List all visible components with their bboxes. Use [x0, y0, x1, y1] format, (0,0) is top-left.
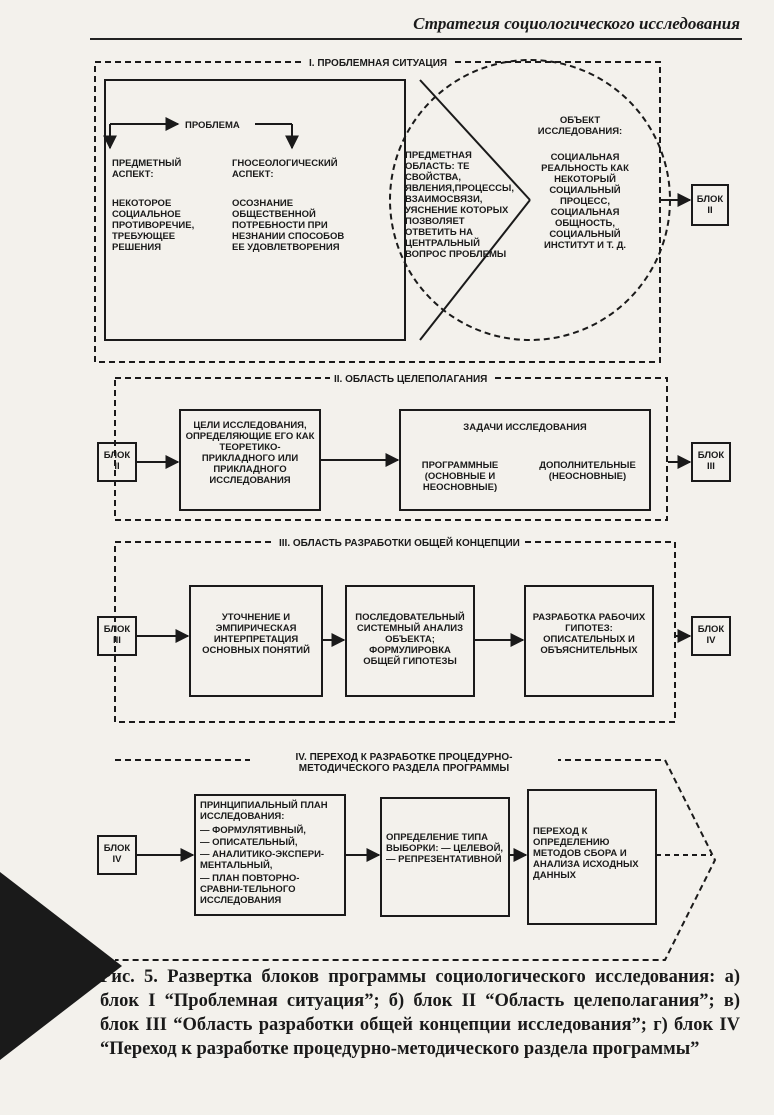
block4-title: IV. ПЕРЕХОД К РАЗРАБОТКЕ ПРОЦЕДУРНО-МЕТОДИЧЕСКОГО РАЗДЕЛА ПРОГРАММЫ — [250, 752, 558, 774]
analysis-text: ПОСЛЕДОВАТЕЛЬНЫЙ СИСТЕМНЫЙ АНАЛИЗ ОБЪЕКТА; ФОРМУЛИРОВКА ОБЩЕЙ ГИПОТЕЗЫ — [355, 612, 465, 667]
tasks-label: ЗАДАЧИ ИССЛЕДОВАНИЯ — [463, 422, 587, 433]
program-tasks: ПРОГРАММНЫЕ (ОСНОВНЫЕ И НЕОСНОВНЫЕ) — [421, 460, 499, 493]
object-label: ОБЪЕКТ ИССЛЕДОВАНИЯ: — [537, 115, 623, 137]
plan-item: — АНАЛИТИКО-ЭКСПЕРИ-МЕНТАЛЬНЫЙ, — [200, 849, 325, 871]
plan-item: — ПЛАН ПОВТОРНО-СРАВНИ-ТЕЛЬНОГО ИССЛЕДОВАНИЯ — [200, 873, 300, 906]
block2-title: II. ОБЛАСТЬ ЦЕЛЕПОЛАГАНИЯ — [330, 374, 491, 385]
concepts-text: УТОЧНЕНИЕ И ЭМПИРИЧЕСКАЯ ИНТЕРПРЕТАЦИЯ ОСНОВНЫХ ПОНЯТИЙ — [202, 612, 310, 656]
block2-out-label: БЛОК III — [697, 450, 725, 472]
figure-caption: Рис. 5. Развертка блоков программы социологического исследования: а) блок I “Проблемная ситуация”; б) блок II “Область целеполагания”; в) блок III “Область разработки общей концепции исследования”; г) блок IV “Переход к разработке процедурно-методического раздела программы” — [100, 967, 740, 1059]
extra-tasks: ДОПОЛНИТЕЛЬНЫЕ (НЕОСНОВНЫЕ) — [539, 460, 636, 482]
block4-in-label: БЛОК IV — [103, 843, 131, 865]
block3-title: III. ОБЛАСТЬ РАЗРАБОТКИ ОБЩЕЙ КОНЦЕПЦИИ — [275, 538, 524, 549]
block3-in-label: БЛОК III — [103, 624, 131, 646]
problem-label: ПРОБЛЕМА — [185, 120, 240, 131]
block1-out-label: БЛОК II — [696, 194, 724, 216]
object-text: СОЦИАЛЬНАЯ РЕАЛЬНОСТЬ КАК НЕКОТОРЫЙ СОЦИАЛЬНЫЙ ПРОЦЕСС, СОЦИАЛЬНАЯ ОБЩНОСТЬ, СОЦИАЛЬНЫЙ ИНСТИТУТ И Т. Д. — [541, 152, 629, 251]
plan-item: — ОПИСАТЕЛЬНЫЙ, — [200, 837, 298, 848]
goals-text: ЦЕЛИ ИССЛЕДОВАНИЯ, ОПРЕДЕЛЯЮЩИЕ ЕГО КАК ТЕОРЕТИКО-ПРИКЛАДНОГО ИЛИ ПРИКЛАДНОГО ИССЛЕДОВАНИЯ — [185, 420, 315, 486]
plan-title: ПРИНЦИПИАЛЬНЫЙ ПЛАН ИССЛЕДОВАНИЯ: — [200, 800, 328, 822]
gnoseo-aspect-label: ГНОСЕОЛОГИЧЕСКИЙ АСПЕКТ: — [232, 158, 338, 180]
sample-text: ОПРЕДЕЛЕНИЕ ТИПА ВЫБОРКИ: — ЦЕЛЕВОЙ, — РЕПРЕЗЕНТАТИВНОЙ — [386, 832, 504, 865]
block2-in-label: БЛОК II — [103, 450, 131, 472]
subject-aspect-text: НЕКОТОРОЕ СОЦИАЛЬНОЕ ПРОТИВОРЕЧИЕ, ТРЕБУЮЩЕЕ РЕШЕНИЯ — [112, 198, 195, 253]
subject-aspect-label: ПРЕДМЕТНЫЙ АСПЕКТ: — [112, 158, 182, 180]
page-header-title: Стратегия социологического исследования — [413, 14, 740, 33]
hypotheses-text: РАЗРАБОТКА РАБОЧИХ ГИПОТЕЗ: ОПИСАТЕЛЬНЫХ И ОБЪЯСНИТЕЛЬНЫХ — [532, 612, 646, 656]
subject-area-text: ПРЕДМЕТНАЯ ОБЛАСТЬ: ТЕ СВОЙСТВА, ЯВЛЕНИЯ,ПРОЦЕССЫ, ВЗАИМОСВЯЗИ, УЯСНЕНИЕ КОТОРЫХ ПОЗВОЛЯЕТ ОТВЕТИТЬ НА ЦЕНТРАЛЬНЫЙ ВОПРОС ПРОБЛЕМЫ — [405, 150, 514, 260]
gnoseo-aspect-text: ОСОЗНАНИЕ ОБЩЕСТВЕННОЙ ПОТРЕБНОСТИ ПРИ НЕЗНАНИИ СПОСОБОВ ЕЕ УДОВЛЕТВОРЕНИЯ — [232, 198, 345, 253]
block3-out-label: БЛОК IV — [697, 624, 725, 646]
block1-title: I. ПРОБЛЕМНАЯ СИТУАЦИЯ — [305, 58, 451, 69]
transition-text: ПЕРЕХОД К ОПРЕДЕЛЕНИЮ МЕТОДОВ СБОРА И АНАЛИЗА ИСХОДНЫХ ДАННЫХ — [533, 826, 639, 881]
plan-item: — ФОРМУЛЯТИВНЫЙ, — [200, 825, 306, 836]
